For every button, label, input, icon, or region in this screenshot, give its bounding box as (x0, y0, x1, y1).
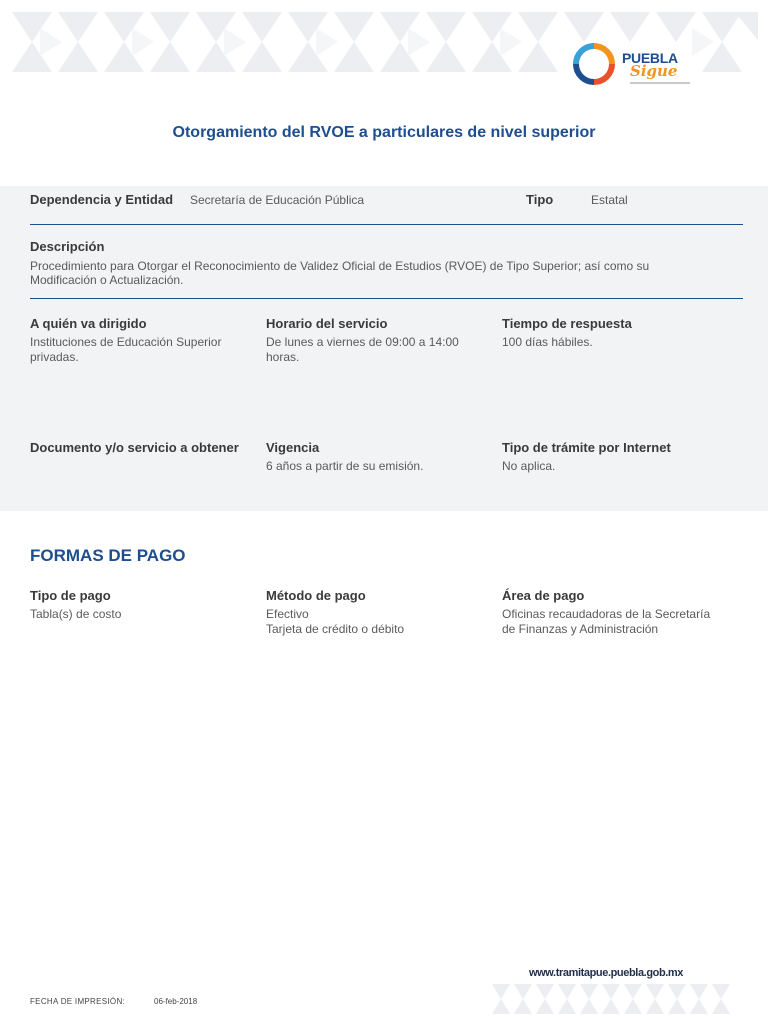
logo-tagline-mark (630, 82, 690, 84)
footer-pattern (490, 982, 745, 1017)
dirigido-label: A quién va dirigido (30, 316, 147, 331)
metodo-pago-line2: Tarjeta de crédito o débito (266, 622, 405, 636)
tipo-label: Tipo (526, 192, 554, 207)
tipo-value: Estatal (591, 193, 628, 207)
horario-label: Horario del servicio (266, 316, 388, 331)
documento-label: Documento y/o servicio a obtener (30, 440, 239, 455)
vigencia-label: Vigencia (266, 440, 320, 455)
divider (30, 298, 743, 299)
formas-de-pago-heading: FORMAS DE PAGO (30, 546, 186, 565)
tipo-pago-label: Tipo de pago (30, 588, 111, 603)
logo-word: PUEBLA (622, 50, 678, 66)
logo-ring-icon (572, 42, 616, 86)
descripcion-label: Descripción (30, 239, 105, 254)
page-title: Otorgamiento del RVOE a particulares de nivel superior (172, 124, 596, 141)
horario-line2: horas. (266, 350, 300, 364)
print-date-label: FECHA DE IMPRESIÓN: (30, 997, 126, 1006)
dependencia-value: Secretaría de Educación Pública (190, 193, 365, 207)
metodo-pago-label: Método de pago (266, 588, 366, 603)
dependencia-label: Dependencia y Entidad (30, 192, 174, 207)
dirigido-line1: Instituciones de Educación Superior (30, 335, 222, 349)
vigencia-value: 6 años a partir de su emisión. (266, 459, 424, 473)
area-pago-line1: Oficinas recaudadoras de la Secretaría (502, 607, 711, 621)
puebla-sigue-logo (572, 40, 692, 92)
tipo-pago-value: Tabla(s) de costo (30, 607, 122, 621)
descripcion-line2: Modificación o Actualización. (30, 273, 184, 287)
dirigido-line2: privadas. (30, 350, 79, 364)
respuesta-label: Tiempo de respuesta (502, 316, 632, 331)
area-pago-label: Área de pago (502, 588, 585, 603)
metodo-pago-line1: Efectivo (266, 607, 309, 621)
internet-label: Tipo de trámite por Internet (502, 440, 671, 455)
descripcion-line1: Procedimiento para Otorgar el Reconocimiento de Validez Oficial de Estudios (RVOE) de Tipo Superior; así como su (30, 259, 650, 273)
internet-value: No aplica. (502, 459, 556, 473)
logo-script: Sigue (630, 62, 678, 80)
horario-line1: De lunes a viernes de 09:00 a 14:00 (266, 335, 459, 349)
footer-url-link[interactable]: www.tramitapue.puebla.gob.mx (529, 967, 684, 979)
print-date-value: 06-feb-2018 (154, 997, 198, 1006)
area-pago-line2: de Finanzas y Administración (502, 622, 659, 636)
divider (30, 224, 743, 225)
respuesta-value: 100 días hábiles. (502, 335, 593, 349)
